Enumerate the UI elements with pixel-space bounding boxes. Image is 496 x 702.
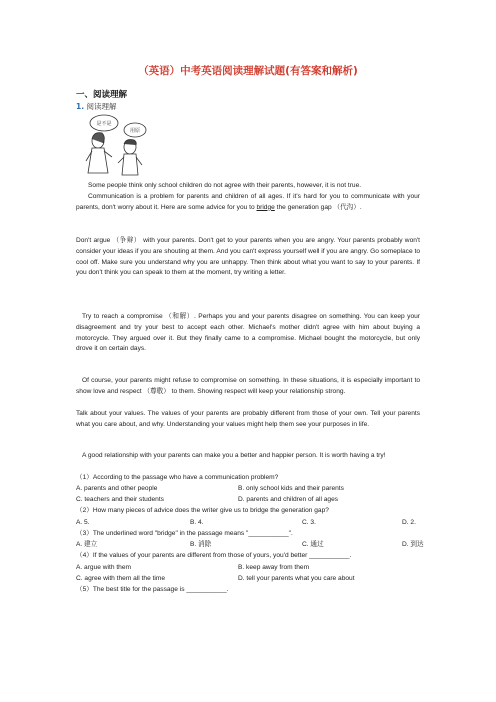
q2-option-d: D. 2. [402,519,416,526]
paragraph-2-text: Communication is a problem for parents and children of all ages. If it's hard for you to communicate with your parents, don't worry about it. Here are some advice for you to [76,193,420,211]
section-heading: 一、阅读理解 [76,90,128,100]
passage-paragraph-6: Talk about your values. The values of your parents are probably different from those of your own. Tell your parents what you care about, and why. Understanding your values might help them see your purposes in life. [76,410,420,428]
passage-paragraph-7: A good relationship with your parents can make you a better and happier person. It is worth having a try! [82,452,386,459]
q4-option-a: A. argue with them [76,564,131,571]
passage-paragraph-5: Of course, your parents might refuse to compromise on something. In these situations, it is especially important to show love and respect （尊敬） to them. Showing respect will keep your relationship strong. [76,377,420,395]
passage-paragraph-4: Try to reach a compromise （和解）. Perhaps you and your parents disagree on something. You can keep your disagreement and try your best to accept each other. Michael's mother didn't agree with him about buying a motorcycle. They argued over it. But they finally came to a compromise. Michael bought the motorcycle, but only drove it on certain days. [76,313,420,353]
question-3: （3）The underlined word "bridge" in the passage means "___________". [76,530,293,537]
child-figure [118,140,142,176]
q1-option-b: B. only school kids and their parents [238,485,344,492]
question-5: （5）The best title for the passage is ___________. [76,586,229,593]
underlined-word-bridge: bridge [256,203,275,211]
q3-option-c: C. 通过 [302,541,324,548]
q2-option-b: B. 4. [190,519,204,526]
paragraph-2-text-end: the generation gap （代沟）. [274,203,362,211]
question-label: 阅读理解 [86,102,117,111]
cartoon-illustration [82,113,150,179]
passage-paragraph-1: Some people think only school children do not agree with their parents, however, it is not true. [88,182,362,189]
q4-option-b: B. keep away from them [238,564,310,571]
question-heading [76,101,116,112]
q4-option-d: D. tell your parents what you care about [238,575,355,582]
q2-option-c: C. 3. [302,519,316,526]
right-bubble-text: 用原 [129,128,141,134]
q1-option-d: D. parents and children of all ages [238,496,339,503]
passage-paragraph-2 [76,192,420,214]
q1-option-c: C. teachers and their students [76,496,164,503]
q3-option-a: A. 建立 [76,541,98,548]
q2-option-a: A. 5. [76,519,90,526]
left-bubble-text: 是不是 [96,121,112,127]
q3-option-b: B. 消除 [190,541,212,548]
q4-option-c: C. agree with them all the time [76,575,166,582]
document-title: （英语）中考英语阅读理解试题(有答案和解析) [138,65,358,77]
question-number: 1. [76,102,85,111]
question-1: （1）According to the passage who have a communication problem? [76,474,279,481]
question-4: （4）If the values of your parents are different from those of yours, you'd better ___________. [76,552,352,559]
question-2: （2）How many pieces of advice does the writer give us to bridge the generation gap? [76,507,329,514]
mother-figure [86,133,112,173]
q1-option-a: A. parents and other people [76,485,158,492]
q3-option-d: D. 到达 [402,541,424,548]
passage-paragraph-3: Don't argue （争辩） with your parents. Don't get to your parents when you are angry. Your parents probably won't consider your ideas if you are shouting at them. And you can't express yourself well if you are angry. Go someplace to cool off. Make sure you understand why you are unhappy. Then think about what you want to say to your parents. If you don't think you can speak to them at the moment, try writing a letter. [76,237,420,277]
